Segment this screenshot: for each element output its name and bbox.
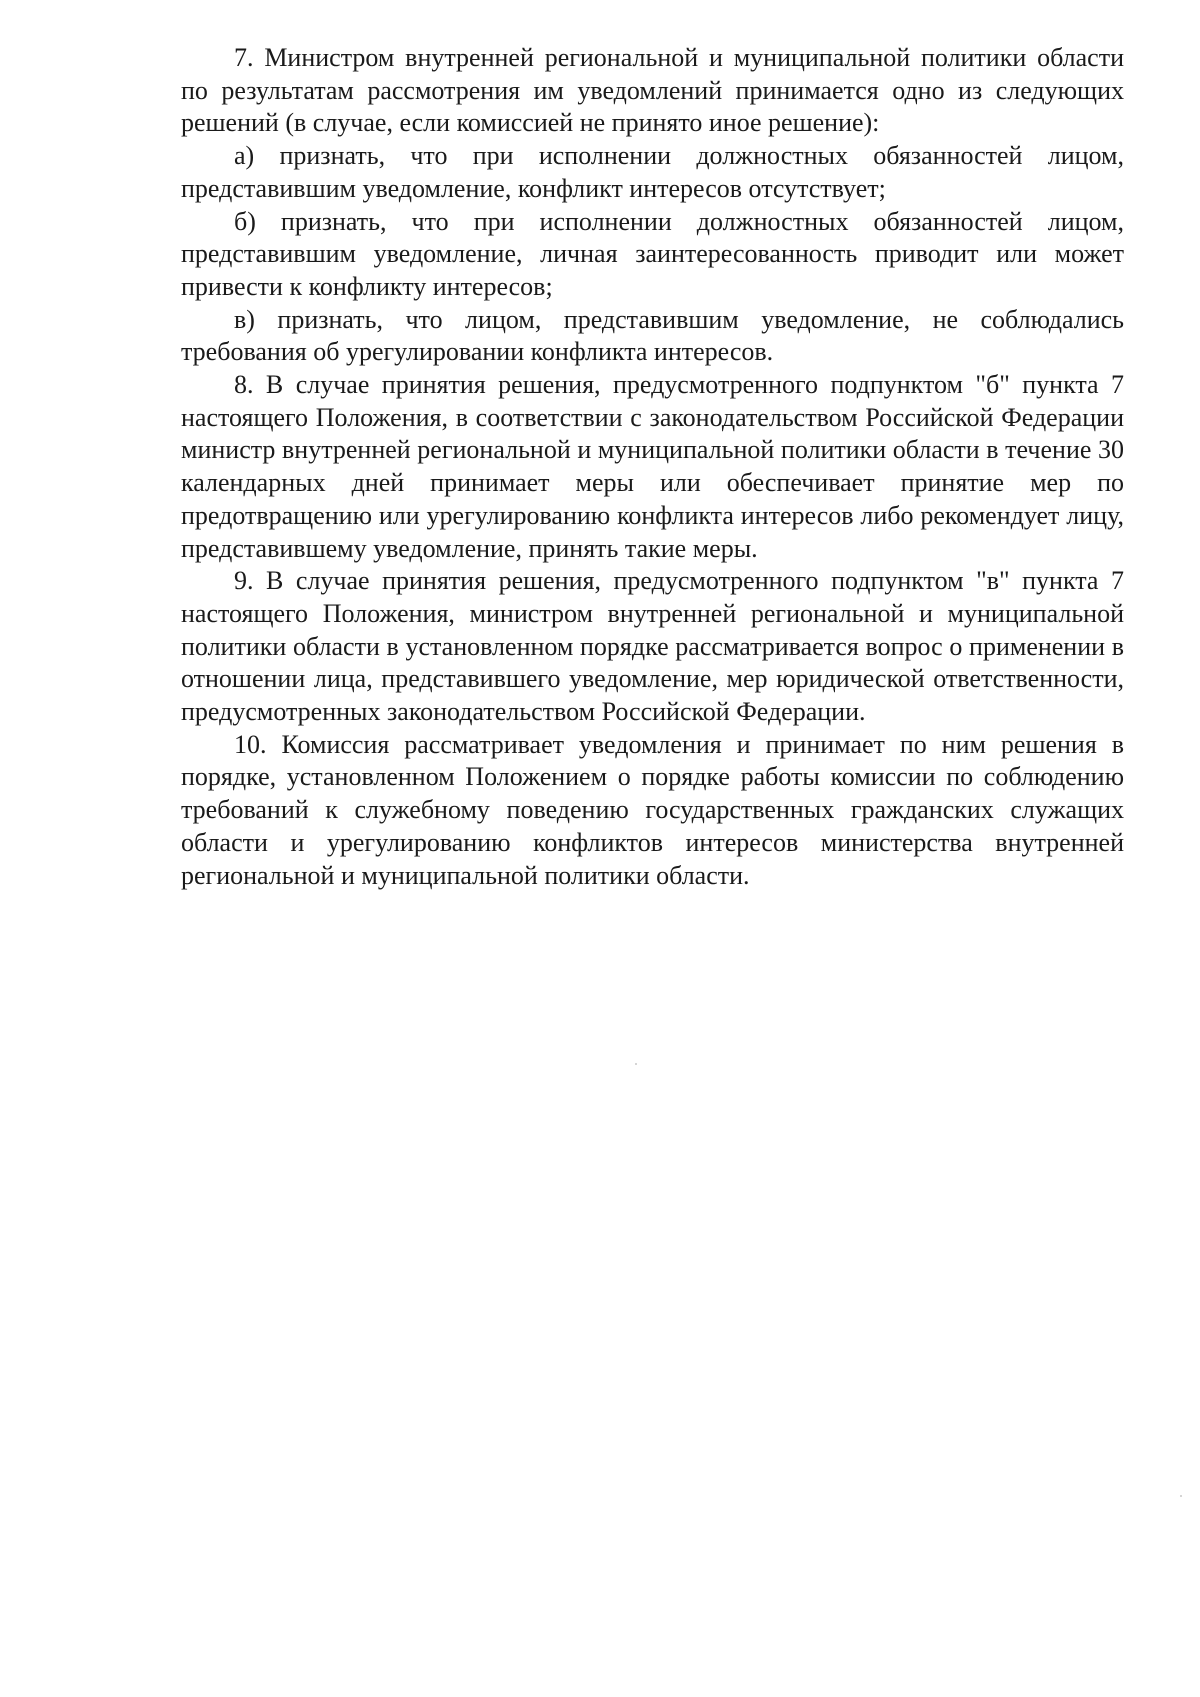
paragraph-8: 8. В случае принятия решения, предусмотренного подпунктом "б" пункта 7 настоящего Положения, в соответствии с законодательством Российской Федерации министр внутренней региональной и муниципальной политики области в течение 30 календарных дней принимает меры или обеспечивает принятие мер по предотвращению или урегулированию конфликта интересов либо рекомендует лицу, представившему уведомление, принять такие меры. <box>181 370 1124 563</box>
paragraph-10: 10. Комиссия рассматривает уведомления и принимает по ним решения в порядке, установленном Положением о порядке работы комиссии по соблюдению требований к служебному поведению государственных гражданских служащих области и урегулированию конфликтов интересов министерства внутренней региональной и муниципальной политики области. <box>181 729 1124 890</box>
scan-speck <box>635 1063 637 1065</box>
paragraph-9: 9. В случае принятия решения, предусмотренного подпунктом "в" пункта 7 настоящего Положения, министром внутренней региональной и муниципальной политики области в установленном порядке рассматривается вопрос о применении в отношении лица, представившего уведомление, мер юридической ответственности, предусмотренных законодательством Российской Федерации. <box>181 566 1124 727</box>
paragraph-7b: б) признать, что при исполнении должностных обязанностей лицом, представившим уведомление, личная заинтересованность приводит или может привести к конфликту интересов; <box>181 206 1124 301</box>
paragraph-7v: в) признать, что лицом, представившим уведомление, не соблюдались требования об урегулировании конфликта интересов. <box>181 304 1124 367</box>
document-body <box>181 42 1124 892</box>
paragraph-7: 7. Министром внутренней региональной и муниципальной политики области по результатам рассмотрения им уведомлений принимается одно из следующих решений (в случае, если комиссией не принято иное решение): <box>181 43 1124 138</box>
paragraph-7a: а) признать, что при исполнении должностных обязанностей лицом, представившим уведомление, конфликт интересов отсутствует; <box>181 141 1124 203</box>
scan-speck <box>1180 1495 1182 1497</box>
